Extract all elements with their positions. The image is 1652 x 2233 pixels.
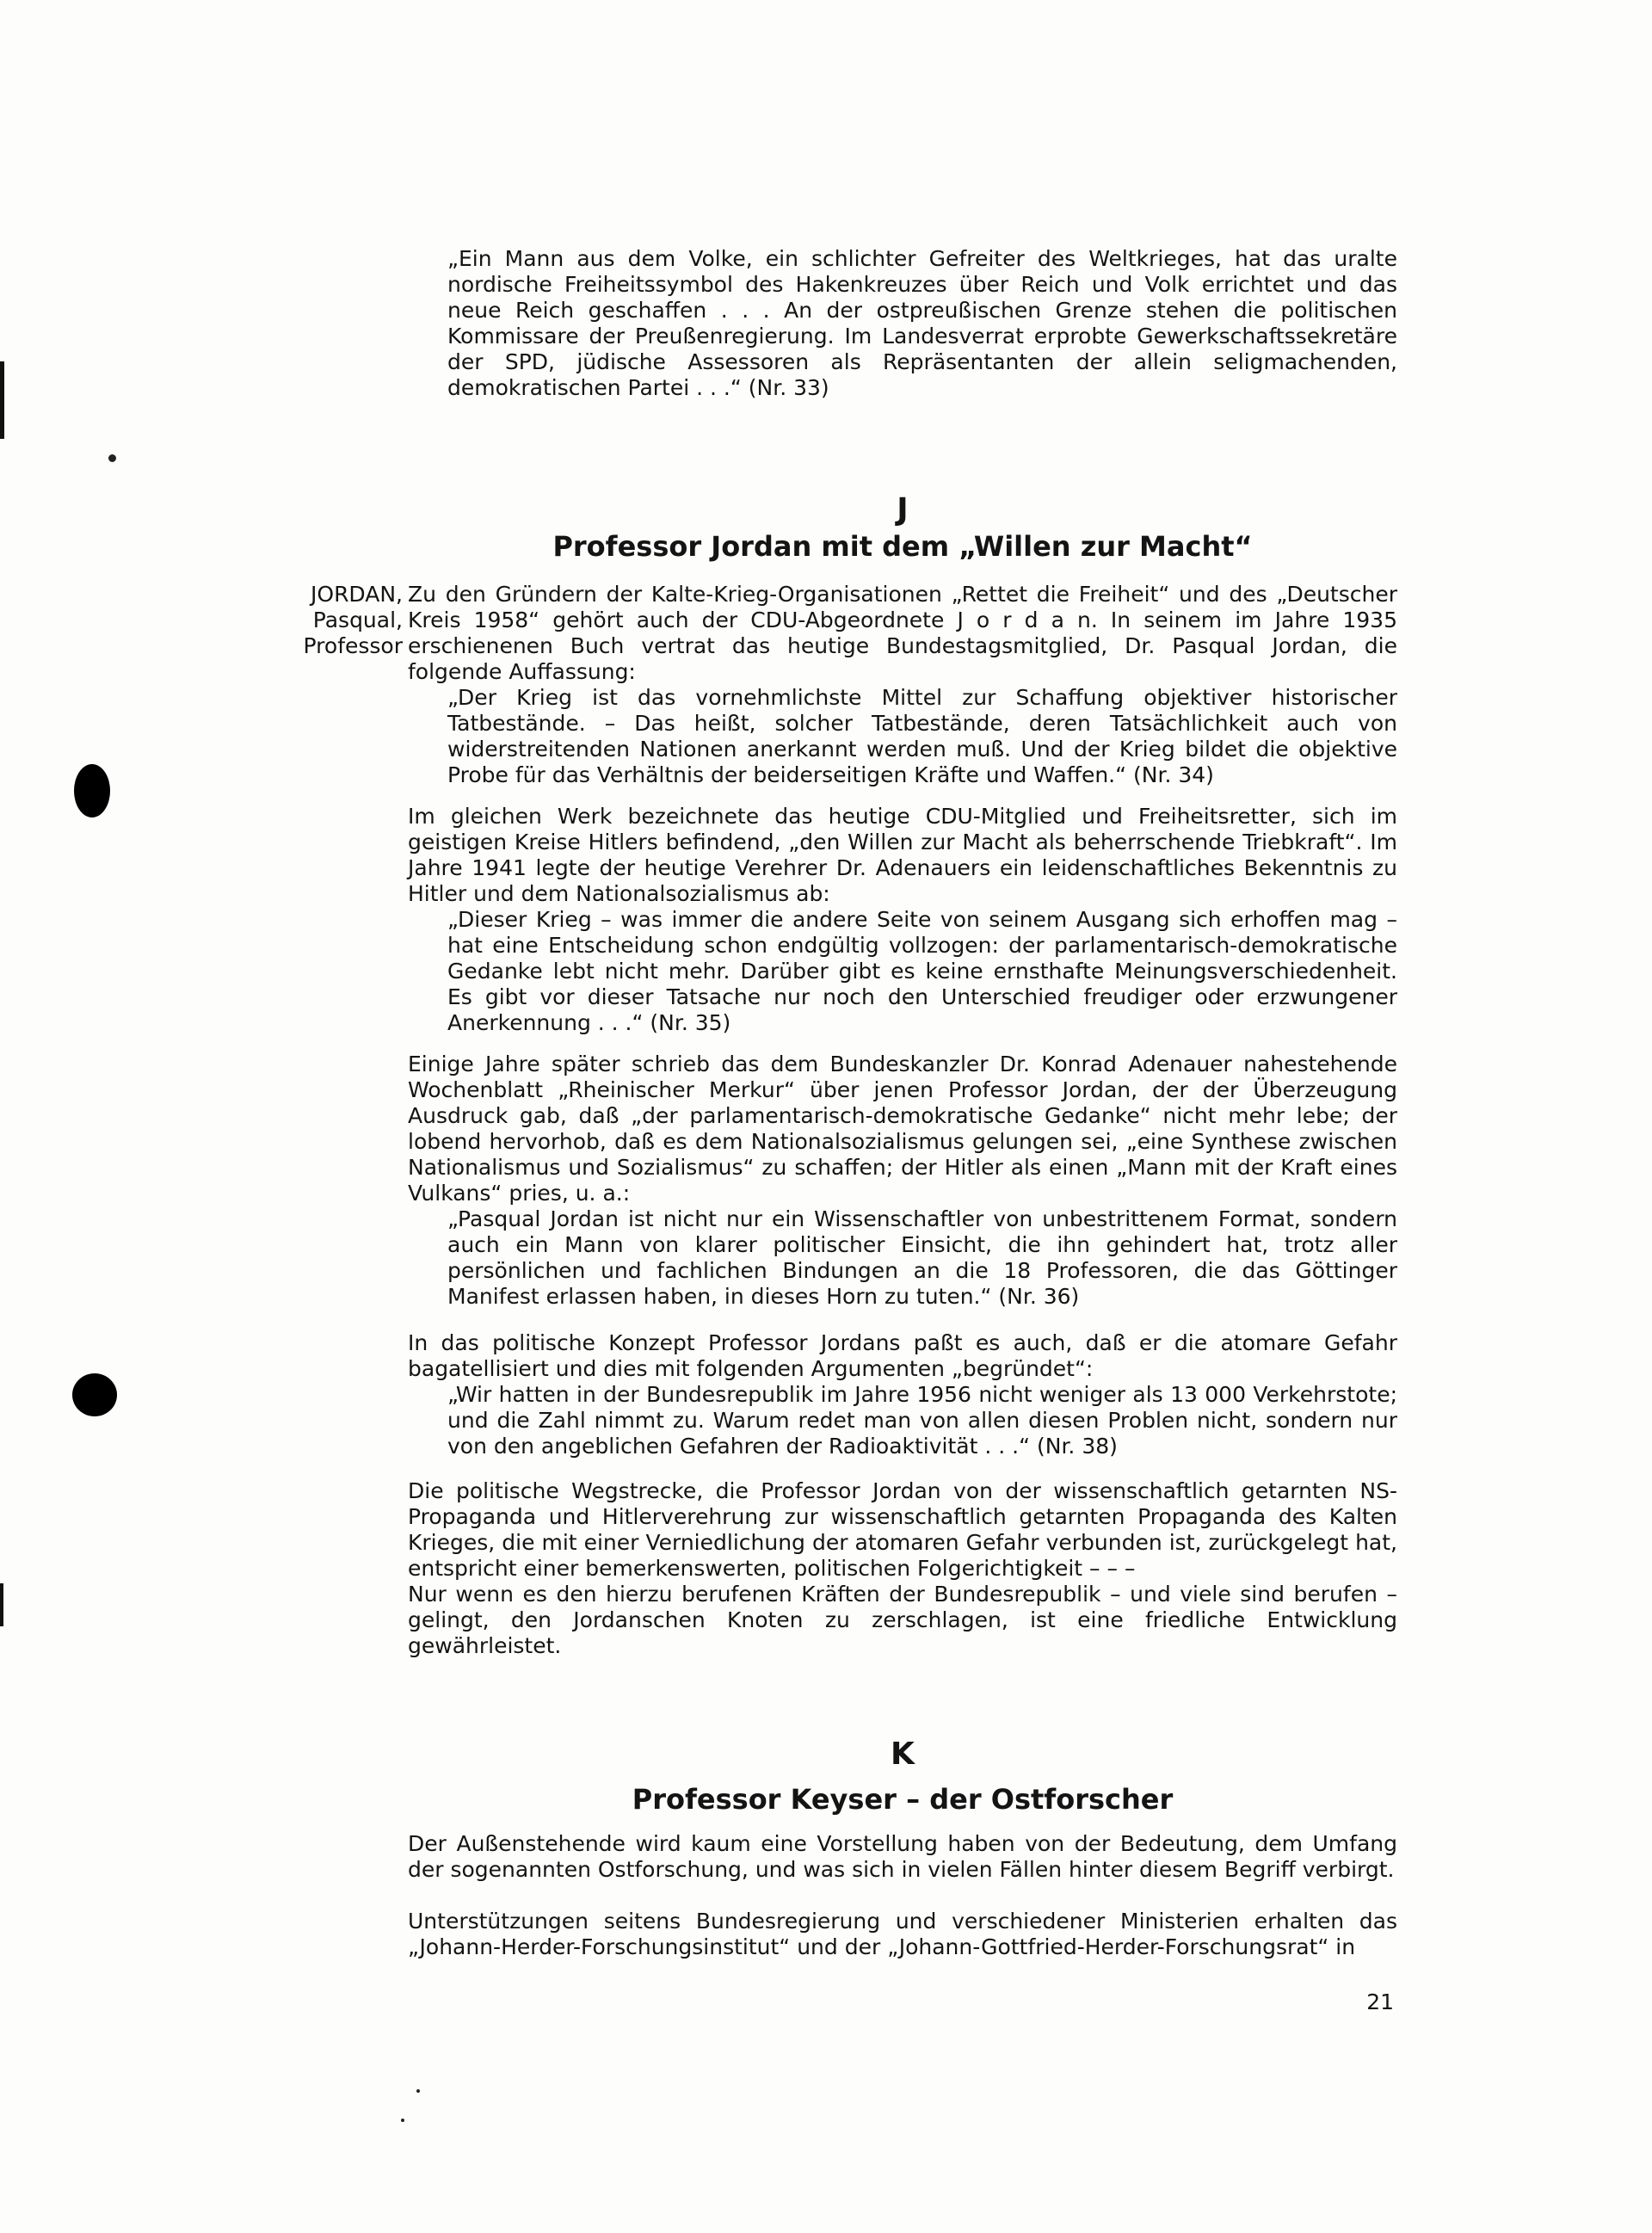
quotation: „Pasqual Jordan ist nicht nur ein Wissenschaftler von unbestrittenem Format, sondern auch ein Mann von klarer politischer Einsicht, die ihn gehindert hat, trotz aller persönlichen und fachlichen Bindungen an die 18 Professoren, die das Göttinger Manifest erlassen haben, in dieses Horn zu tuten.“ (Nr. 36) <box>447 1206 1397 1309</box>
paragraph: Der Außenstehende wird kaum eine Vorstellung haben von der Bedeutung, dem Umfang der sogenannten Ostforschung, und was sich in vielen Fällen hinter diesem Begriff verbirgt. <box>408 1831 1397 1882</box>
paragraph: Einige Jahre später schrieb das dem Bundeskanzler Dr. Konrad Adenauer nahestehende Wochenblatt „Rheinischer Merkur“ über jenen Professor Jordan, der der Überzeugung Ausdruck gab, daß „der parlamentarisch-demokratische Gedanke“ nicht mehr lebe; der lobend hervorhob, daß es dem Nationalsozialismus gelungen sei, „eine Synthese zwischen Nationalismus und Sozialismus“ zu schaffen; der Hitler als einen „Mann mit der Kraft eines Vulkans“ pries, u. a.: <box>408 1052 1397 1206</box>
opening-quote: „Ein Mann aus dem Volke, ein schlichter Gefreiter des Weltkrieges, hat das uralte nordische Freiheitssymbol des Hakenkreuzes über Reich und Volk errichtet und das neue Reich geschaffen . . . An der ostpreußischen Grenze stehen die politischen Kommissare der Preußenregierung. Im Landesverrat erprobte Gewerkschaftssekretäre der SPD, jüdische Assessoren als Repräsentanten der allein seligmachenden, demokratischen Partei . . .“ (Nr. 33) <box>447 246 1397 400</box>
speck <box>108 454 116 462</box>
margin-note-jordan <box>274 582 403 659</box>
punch-hole-bottom <box>72 1373 117 1416</box>
quotation: „Der Krieg ist das vornehmlichste Mittel zur Schaffung objektiver historischer Tatbestände. – Das heißt, solcher Tatbestände, deren Tatsächlichkeit auch von widerstreitenden Nationen anerkannt werden muß. Und der Krieg bildet die objektive Probe für das Verhältnis der beiderseitigen Kräfte und Waffen.“ (Nr. 34) <box>447 685 1397 787</box>
paragraph: Unterstützungen seitens Bundesregierung und verschiedener Ministerien erhalten das „Johann-Herder-Forschungsinstitut“ und der „Johann-Gottfried-Herder-Forschungsrat“ in <box>408 1909 1397 1959</box>
speck <box>401 2119 404 2122</box>
paragraph: Zu den Gründern der Kalte-Krieg-Organisationen „Rettet die Freiheit“ und des „Deutscher Kreis 1958“ gehört auch der CDU-Abgeordnete J o r d a n. In seinem im Jahre 1935 erschienenen Buch vertrat das heutige Bundestagsmitglied, Dr. Pasqual Jordan, die folgende Auffassung: <box>408 582 1397 684</box>
margin-note-line: Professor <box>303 633 403 658</box>
section-letter-j: J <box>897 492 909 527</box>
section-letter-k: K <box>891 1736 915 1772</box>
section-title-jordan: Professor Jordan mit dem „Willen zur Macht“ <box>552 530 1253 563</box>
margin-note-line: Pasqual, <box>312 608 403 632</box>
left-edge-mark-lower <box>0 1583 3 1626</box>
paragraph: In das politische Konzept Professor Jordans paßt es auch, daß er die atomare Gefahr bagatellisiert und dies mit folgenden Argumenten „begründet“: <box>408 1330 1397 1381</box>
page-number: 21 <box>1366 1989 1394 2014</box>
section-title-keyser: Professor Keyser – der Ostforscher <box>632 1783 1174 1816</box>
quotation: „Wir hatten in der Bundesrepublik im Jahre 1956 nicht weniger als 13 000 Verkehrstote; und die Zahl nimmt zu. Warum redet man von allen diesen Problen nicht, sondern nur von den angeblichen Gefahren der Radioaktivität . . .“ (Nr. 38) <box>447 1382 1397 1459</box>
paragraph: Die politische Wegstrecke, die Professor Jordan von der wissenschaftlich getarnten NS-Propaganda und Hitlerverehrung zur wissenschaftlich getarnten Propaganda des Kalten Krieges, die mit einer Verniedlichung der atomaren Gefahr verbunden ist, zurückgelegt hat, entspricht einer bemerkenswerten, politischen Folgerichtigkeit – – – <box>408 1478 1397 1581</box>
left-edge-mark <box>0 361 4 439</box>
punch-hole-top <box>74 764 110 817</box>
paragraph: Im gleichen Werk bezeichnete das heutige CDU-Mitglied und Freiheitsretter, sich im geistigen Kreise Hitlers befindend, „den Willen zur Macht als beherrschende Triebkraft“. Im Jahre 1941 legte der heutige Verehrer Dr. Adenauers ein leidenschaftliches Bekenntnis zu Hitler und dem Nationalsozialismus ab: <box>408 804 1397 906</box>
margin-note-line: JORDAN, <box>311 582 403 607</box>
quotation: „Dieser Krieg – was immer die andere Seite von seinem Ausgang sich erhoffen mag – hat eine Entscheidung schon endgültig vollzogen: der parlamentarisch-demokratische Gedanke lebt nicht mehr. Darüber gibt es keine ernsthafte Meinungsverschiedenheit. Es gibt vor dieser Tatsache nur noch den Unterschied freudiger oder erzwungener Anerkennung . . .“ (Nr. 35) <box>447 907 1397 1035</box>
paragraph: Nur wenn es den hierzu berufenen Kräften der Bundesrepublik – und viele sind berufen – gelingt, den Jordanschen Knoten zu zerschlagen, ist eine friedliche Entwicklung gewährleistet. <box>408 1582 1397 1658</box>
speck <box>416 2089 420 2093</box>
